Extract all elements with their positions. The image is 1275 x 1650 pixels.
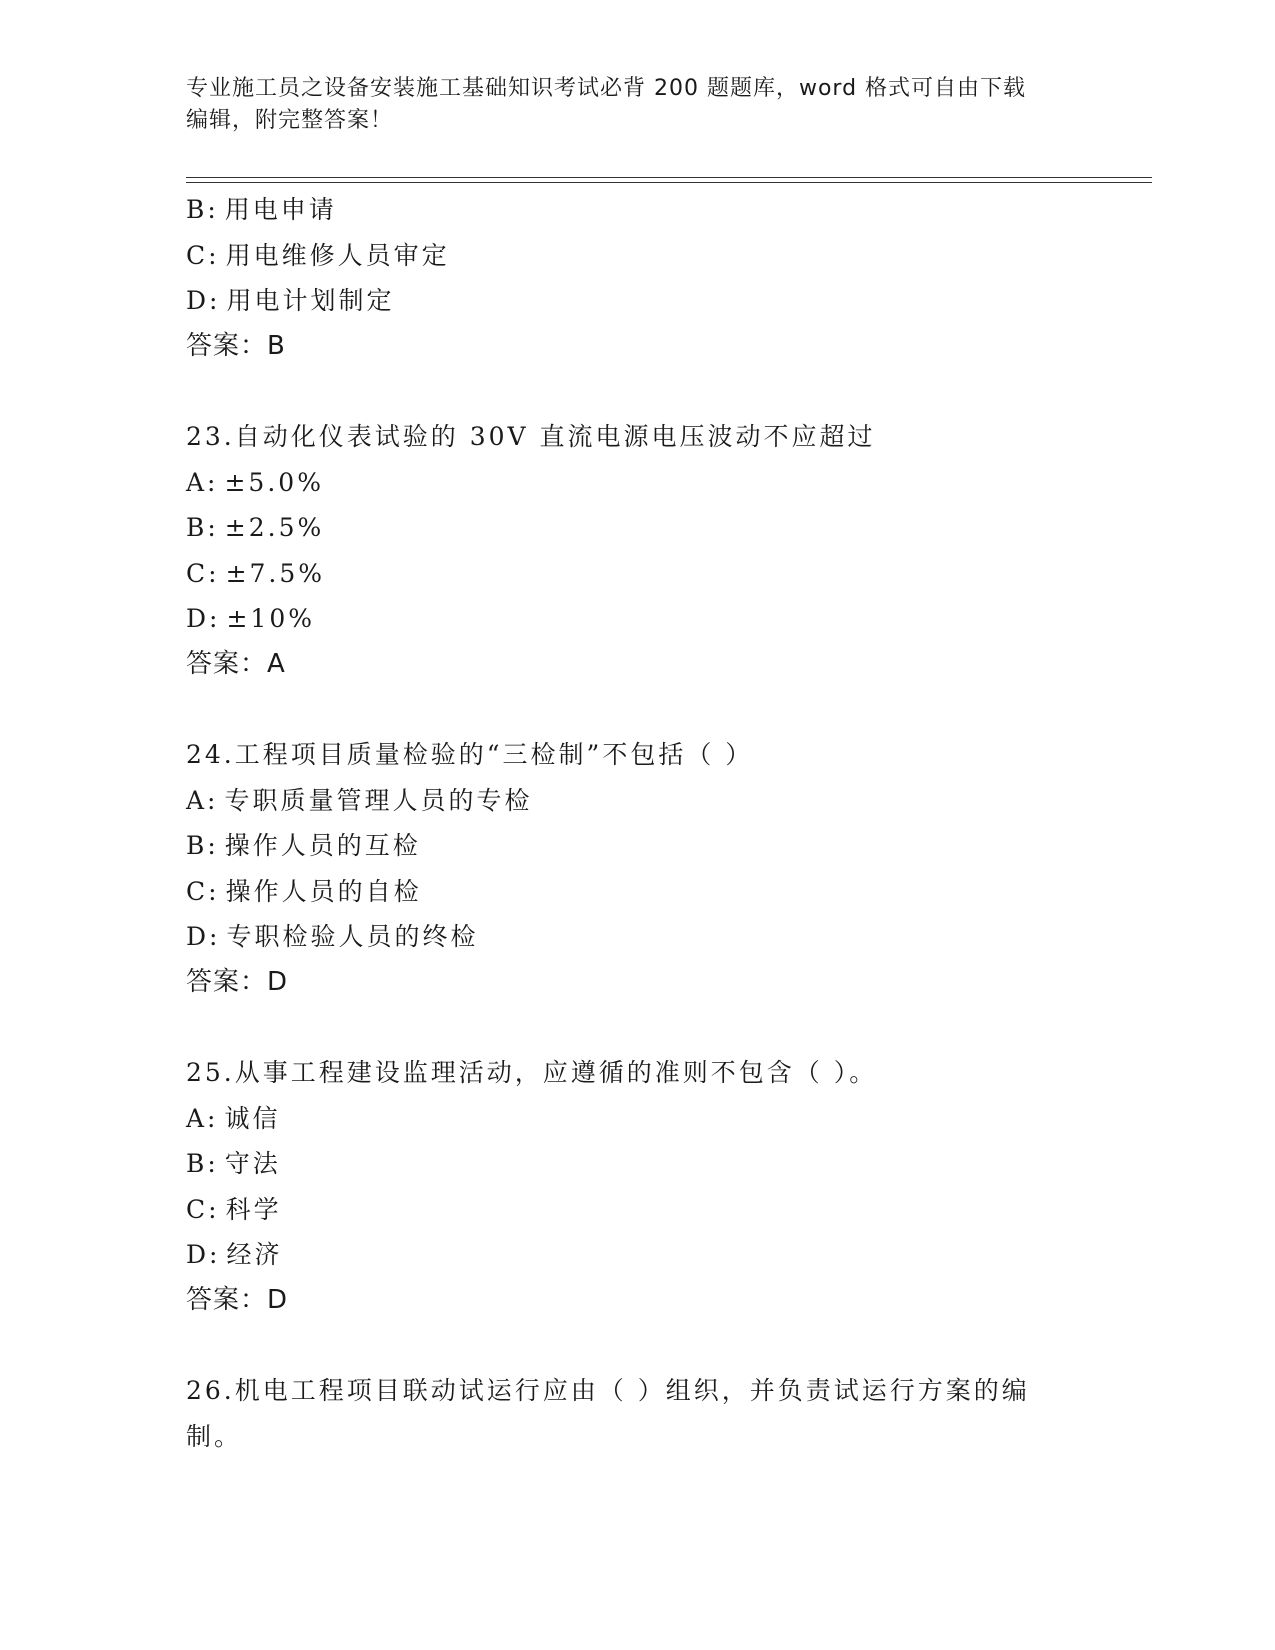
header-line-1: 专业施工员之设备安装施工基础知识考试必背 200 题题库，word 格式可自由下载 [186, 76, 1027, 101]
option-label: B: [186, 1149, 219, 1178]
header-line-2: 编辑，附完整答案！ [186, 108, 394, 133]
option-text: 专职检验人员的终检 [226, 922, 479, 951]
option-text: 用电维修人员审定 [225, 240, 450, 270]
spacer [186, 1323, 1086, 1368]
option-label: D: [186, 286, 221, 315]
option-c [186, 869, 1086, 915]
header-rule-top [186, 177, 1152, 178]
question-26 [186, 1368, 1086, 1459]
option-label: C: [186, 876, 220, 906]
answer-line: 答案：D [186, 966, 289, 997]
option-label: B: [186, 831, 219, 860]
option-label: B: [186, 195, 219, 224]
option-b [186, 505, 1086, 551]
prev-question-block [186, 187, 1086, 369]
document-header [186, 73, 1066, 137]
answer-line: 答案：B [186, 330, 286, 361]
option-text: 操作人员的互检 [224, 831, 421, 860]
option-b [186, 187, 1086, 233]
option-c [186, 233, 1086, 279]
option-text: 专职质量管理人员的专检 [224, 785, 533, 815]
option-label: C: [186, 1194, 220, 1224]
option-text: 用电计划制定 [226, 286, 395, 315]
option-text: 守法 [224, 1149, 281, 1178]
spacer [186, 687, 1086, 732]
option-text: 用电申请 [224, 195, 337, 224]
option-label: A: [186, 467, 219, 497]
spacer [186, 369, 1086, 414]
option-a [186, 778, 1086, 824]
question-stem-line-2: 制。 [186, 1421, 243, 1451]
question-stem: 25.从事工程建设监理活动，应遵循的准则不包含（ ）。 [186, 1058, 878, 1087]
header-rule-bottom [186, 182, 1152, 183]
option-text: 科学 [225, 1194, 282, 1224]
option-text: ±2.5% [224, 513, 325, 542]
option-d [186, 1232, 1086, 1278]
answer-line: 答案：A [186, 648, 286, 679]
option-label: A: [186, 1103, 219, 1133]
option-d [186, 278, 1086, 324]
option-a [186, 460, 1086, 506]
option-text: ±10% [226, 604, 315, 633]
option-c [186, 551, 1086, 597]
option-label: A: [186, 785, 219, 815]
option-label: D: [186, 604, 221, 633]
question-23 [186, 414, 1086, 687]
spacer [186, 1005, 1086, 1050]
option-label: D: [186, 1240, 221, 1269]
question-content [186, 187, 1086, 1459]
option-a [186, 1096, 1086, 1142]
option-label: C: [186, 240, 220, 270]
option-label: C: [186, 558, 220, 588]
answer-line: 答案：D [186, 1284, 289, 1315]
question-24 [186, 732, 1086, 1005]
option-d [186, 596, 1086, 642]
option-text: ±7.5% [225, 558, 326, 588]
option-text: 诚信 [224, 1103, 281, 1133]
option-d [186, 914, 1086, 960]
question-stem: 24.工程项目质量检验的“三检制”不包括（ ） [186, 740, 754, 769]
option-text: ±5.0% [224, 467, 324, 497]
option-label: D: [186, 922, 221, 951]
option-text: 操作人员的自检 [225, 876, 422, 906]
question-stem-line-1: 26.机电工程项目联动试运行应由（ ）组织，并负责试运行方案的编 [186, 1376, 1030, 1405]
option-b [186, 823, 1086, 869]
option-text: 经济 [226, 1240, 283, 1269]
option-b [186, 1141, 1086, 1187]
option-c [186, 1187, 1086, 1233]
option-label: B: [186, 513, 219, 542]
question-stem: 23.自动化仪表试验的 30V 直流电源电压波动不应超过 [186, 422, 876, 451]
question-25 [186, 1050, 1086, 1323]
